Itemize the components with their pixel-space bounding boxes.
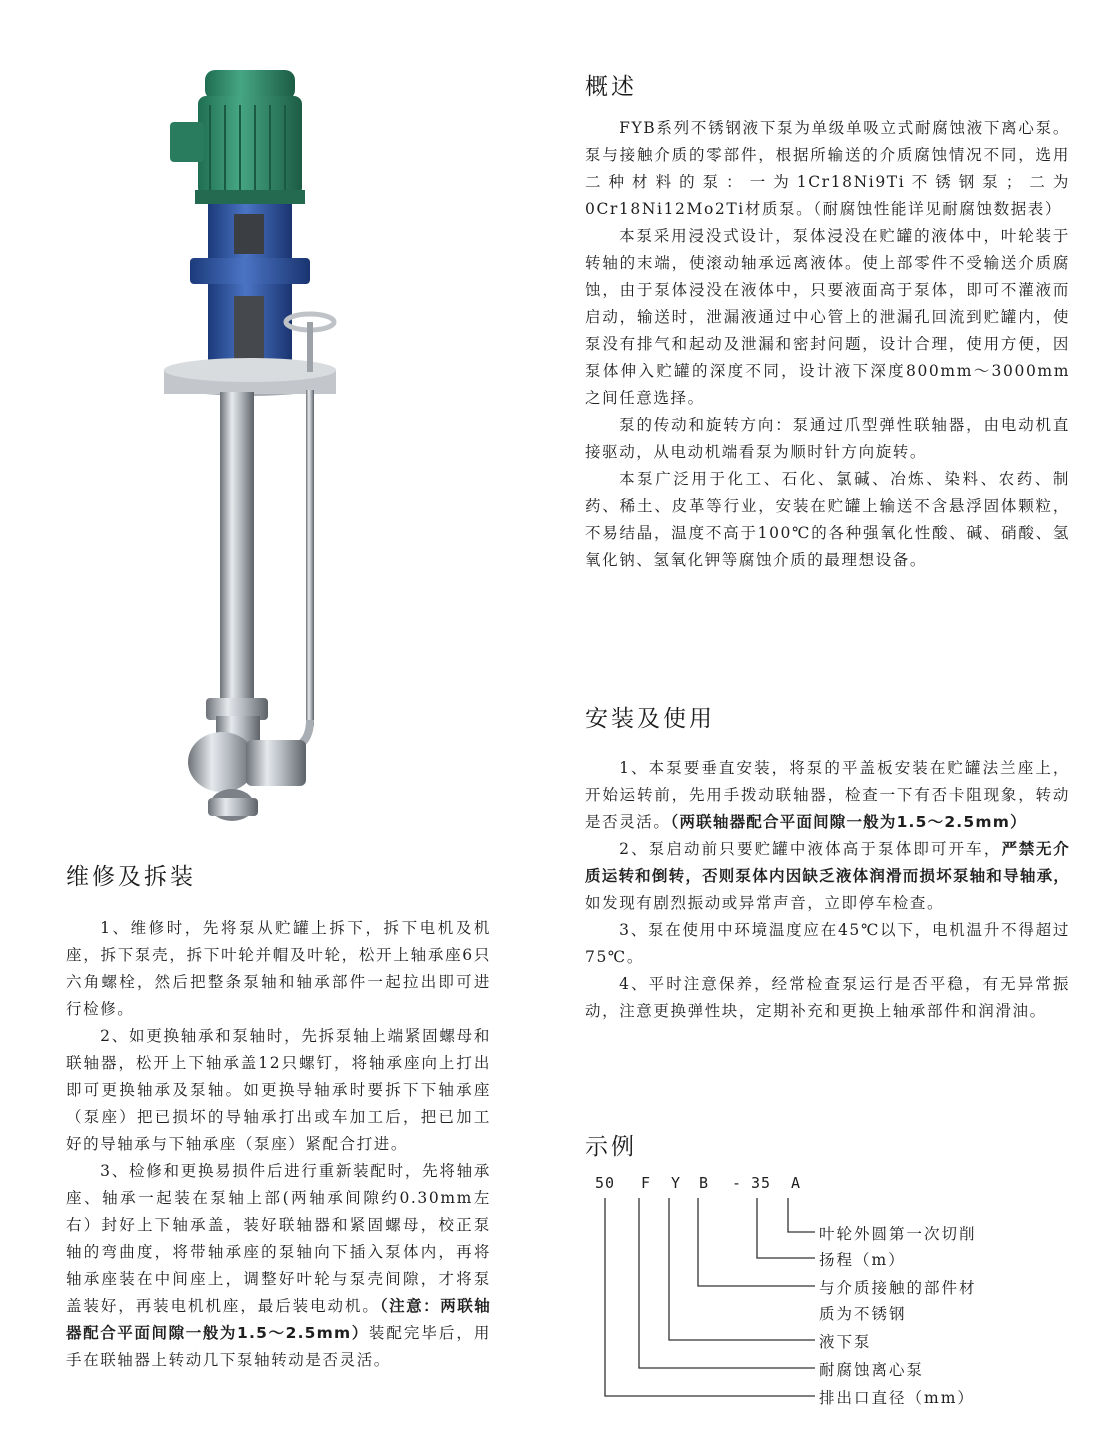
code-part-dash: -: [732, 1174, 743, 1192]
maintenance-p3-bold: （注意：两联轴器配合平面间隙一般为1.5～2.5mm）: [66, 1297, 491, 1342]
install-paragraph-4: 4、平时注意保养，经常检查泵运行是否平稳，有无异常振动，注意更换弹性块，定期补充和更换上轴承部件和润滑油。: [585, 975, 1070, 1020]
install-p1-bold: （两联轴器配合平面间隙一般为1.5～2.5mm）: [670, 813, 1027, 831]
code-part-y: Y: [671, 1174, 682, 1192]
code-part-head: 35: [751, 1174, 772, 1192]
overview-paragraph-2: 本泵采用浸没式设计，泵体浸没在贮罐的液体中，叶轮装于转轴的末端，使滚动轴承远离液体。使上部零件不受输送介质腐蚀，由于泵体浸没在液体中，只要液面高于泵体，即可不灌液而启动，输送时，泄漏液通过中心管上的泄漏孔回流到贮罐内，使泵没有排气和起动及泄漏和密封问题，设计合理，使用方便，因泵体伸入贮罐的深度不同，设计液下深度800mm～3000mm之间任意选择。: [585, 227, 1070, 407]
overview-paragraph-4: 本泵广泛用于化工、石化、氯碱、冶炼、染料、农药、制药、稀土、皮革等行业，安装在贮罐上输送不含悬浮固体颗粒，不易结晶，温度不高于100℃的各种强氧化性酸、碱、硝酸、氢氧化钠、氢氧化钾等腐蚀介质的最理想设备。: [585, 470, 1070, 569]
overview-paragraph-1: FYB系列不锈钢液下泵为单级单吸立式耐腐蚀液下离心泵。泵与接触介质的零部件，根据所输送的介质腐蚀情况不同，选用二种材料的泵：一为1Cr18Ni9Ti不锈钢泵；二为0Cr18Ni12Mo2Ti材质泵。（耐腐蚀性能详见耐腐蚀数据表）: [585, 119, 1070, 218]
code-part-cut: A: [791, 1174, 802, 1192]
overview-section: [585, 68, 1070, 574]
legend-material-1: 与介质接触的部件材: [819, 1279, 977, 1297]
overview-heading: 概述: [585, 74, 637, 100]
example-heading: 示例: [585, 1134, 637, 1160]
install-p2-tail: 如发现有剧烈振动或异常声音，立即停车检查。: [585, 894, 945, 912]
legend-submerged-pump: 液下泵: [819, 1333, 872, 1351]
legend-material-2: 质为不锈钢: [819, 1305, 907, 1323]
legend-corrosion-resistant: 耐腐蚀离心泵: [819, 1361, 925, 1379]
maintenance-p3-text: 3、检修和更换易损件后进行重新装配时，先将轴承座、轴承一起装在泵轴上部(两轴承间隙约0.30mm左右）封好上下轴承盖，装好联轴器和紧固螺母，校正泵轴的弯曲度，将带轴承座的泵轴向下插入泵体内，再将轴承座装在中间座上，调整好叶轮与泵壳间隙，才将泵盖装好，再装电机机座，最后装电动机。: [66, 1162, 491, 1315]
install-paragraph-2: [585, 836, 1070, 917]
install-section: [585, 700, 1070, 1025]
legend-head: 扬程（m）: [819, 1251, 906, 1269]
maintenance-heading: 维修及拆装: [66, 864, 196, 890]
maintenance-paragraph-2: 2、如更换轴承和泵轴时，先拆泵轴上端紧固螺母和联轴器，松开上下轴承盖12只螺钉，将轴承座向上打出即可更换轴承及泵轴。如更换导轴承时要拆下下轴承座（泵座）把已损坏的导轴承打出或车加工后，把已加工好的导轴承与下轴承座（泵座）紧配合打进。: [66, 1027, 491, 1153]
example-section: [585, 1128, 1070, 1428]
code-part-f: F: [641, 1174, 652, 1192]
overview-paragraph-3: 泵的传动和旋转方向：泵通过爪型弹性联轴器，由电动机直接驱动，从电动机端看泵为顺时针方向旋转。: [585, 416, 1070, 461]
legend-impeller-cut: 叶轮外圆第一次切削: [819, 1225, 977, 1243]
pump-photo: [150, 60, 450, 830]
maintenance-p3-tail: 装配完毕后，用手在联轴器上转动几下泵轴转动是否灵活。: [66, 1324, 491, 1369]
install-paragraph-3: 3、泵在使用中环境温度应在45℃以下，电机温升不得超过75℃。: [585, 921, 1070, 966]
install-p2-text: 2、泵启动前只要贮罐中液体高于泵体即可开车，: [619, 840, 1002, 858]
install-p2-bold: 严禁无介质运转和倒转，否则泵体内因缺乏液体润滑而损坏泵轴和导轴承，: [585, 840, 1070, 885]
install-heading: 安装及使用: [585, 706, 715, 732]
code-part-diameter: 50: [595, 1174, 616, 1192]
legend-outlet-diameter: 排出口直径（mm）: [819, 1389, 975, 1407]
maintenance-paragraph-3: [66, 1158, 491, 1374]
maintenance-section: [66, 858, 491, 1374]
install-paragraph-1: [585, 755, 1070, 836]
maintenance-paragraph-1: 1、维修时，先将泵从贮罐上拆下，拆下电机及机座，拆下泵壳，拆下叶轮并帽及叶轮，松开上轴承座6只六角螺栓，然后把整条泵轴和轴承部件一起拉出即可进行检修。: [66, 919, 491, 1018]
code-part-b: B: [699, 1174, 710, 1192]
install-p1-text: 1、本泵要垂直安装，将泵的平盖板安装在贮罐法兰座上，开始运转前，先用手拨动联轴器，检查一下有否卡阻现象，转动是否灵活。: [585, 759, 1070, 831]
